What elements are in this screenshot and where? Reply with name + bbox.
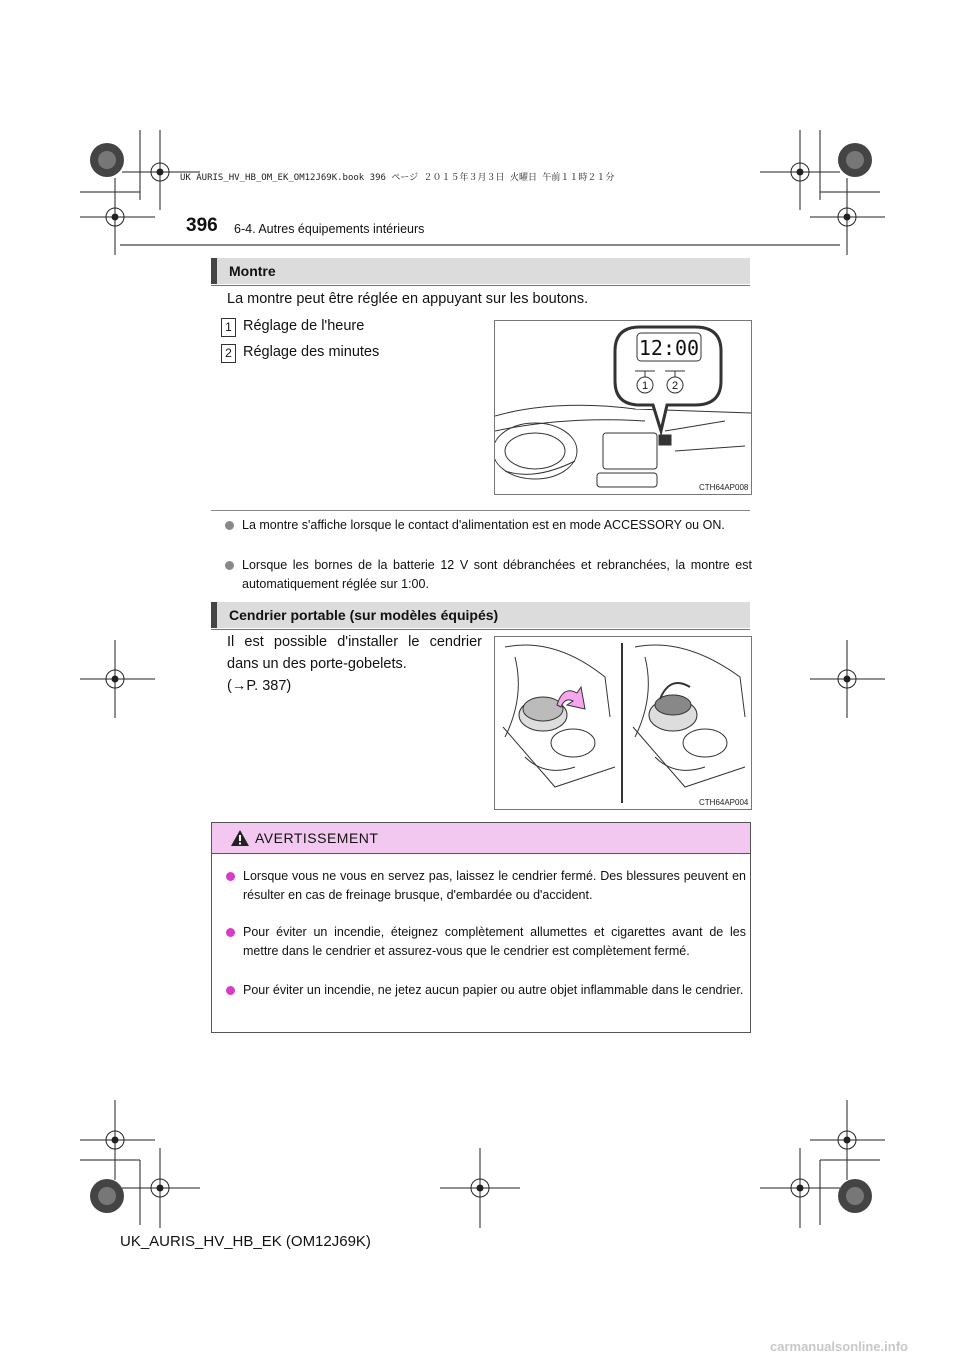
warning-header [212,823,750,854]
ashtray-illustration [494,636,752,810]
document-id: UK_AURIS_HV_HB_EK (OM12J69K) [120,1233,371,1250]
warning-text: Pour éviter un incendie, ne jetez aucun papier ou autre objet inflammable dans le cendrier. [243,983,744,997]
note-text: Lorsque les bornes de la batterie 12 V sont débranchées et rebranchées, la montre est automatiquement réglée sur 1:00. [242,558,752,591]
warning-text: Pour éviter un incendie, éteignez complètement allumettes et cigarettes avant de les mettre dans le cendrier et assurez-vous que le cendrier est complètement fermé. [243,925,746,959]
section-title: Montre [229,263,276,279]
bullet-icon [226,928,235,937]
montre-intro: La montre peut être réglée en appuyant sur les boutons. [227,291,589,307]
section-heading-cendrier [211,602,750,628]
warning-text: Lorsque vous ne vous en servez pas, laissez le cendrier fermé. Des blessures peuvent en résulter en cas de freinage brusque, d'embardée ou d'accident. [243,869,746,903]
chapter-title: 6-4. Autres équipements intérieurs [234,222,425,236]
bullet-icon [225,561,234,570]
item-number-badge: 1 [221,318,236,337]
item-label-hour: Réglage de l'heure [243,318,365,334]
warning-triangle-icon [230,829,250,847]
warning-item [226,923,746,962]
warning-title: AVERTISSEMENT [255,830,379,846]
callout-1: 1 [641,380,649,392]
divider [211,510,750,511]
clock-display-text: 12:00 [638,336,700,360]
cendrier-text-line: dans un des porte-gobelets. [227,656,407,672]
callout-2: 2 [671,380,679,392]
bullet-icon [225,521,234,530]
note-text: La montre s'affiche lorsque le contact d'alimentation est en mode ACCESSORY ou ON. [242,518,725,532]
page-number: 396 [186,215,218,236]
figure-code: CTH64AP008 [699,483,749,492]
warning-item [226,867,746,906]
site-watermark: carmanualsonline.info [770,1339,908,1354]
clock-illustration [494,320,752,495]
bullet-icon [226,872,235,881]
section-heading-montre [211,258,750,284]
warning-item [226,981,746,1000]
section-title: Cendrier portable (sur modèles équipés) [229,607,499,623]
cupholder-drawing [495,637,751,809]
header-rule [120,244,840,246]
item-label-minutes: Réglage des minutes [243,344,380,360]
book-file-header: UK AURIS_HV_HB_OM_EK_OM12J69K.book 396 ページ ２０１５年３月３日 火曜日 午前１１時２１分 [180,173,615,183]
figure-code: CTH64AP004 [699,798,749,807]
bullet-icon [226,986,235,995]
cendrier-text-line: Il est possible d'installer le cendrier [227,634,482,650]
item-number-badge: 2 [221,344,236,363]
warning-box [211,822,751,1033]
note-item [225,516,752,535]
note-item [225,556,752,594]
page-reference: (→P. 387) [227,678,292,694]
dashboard-drawing [495,321,751,494]
